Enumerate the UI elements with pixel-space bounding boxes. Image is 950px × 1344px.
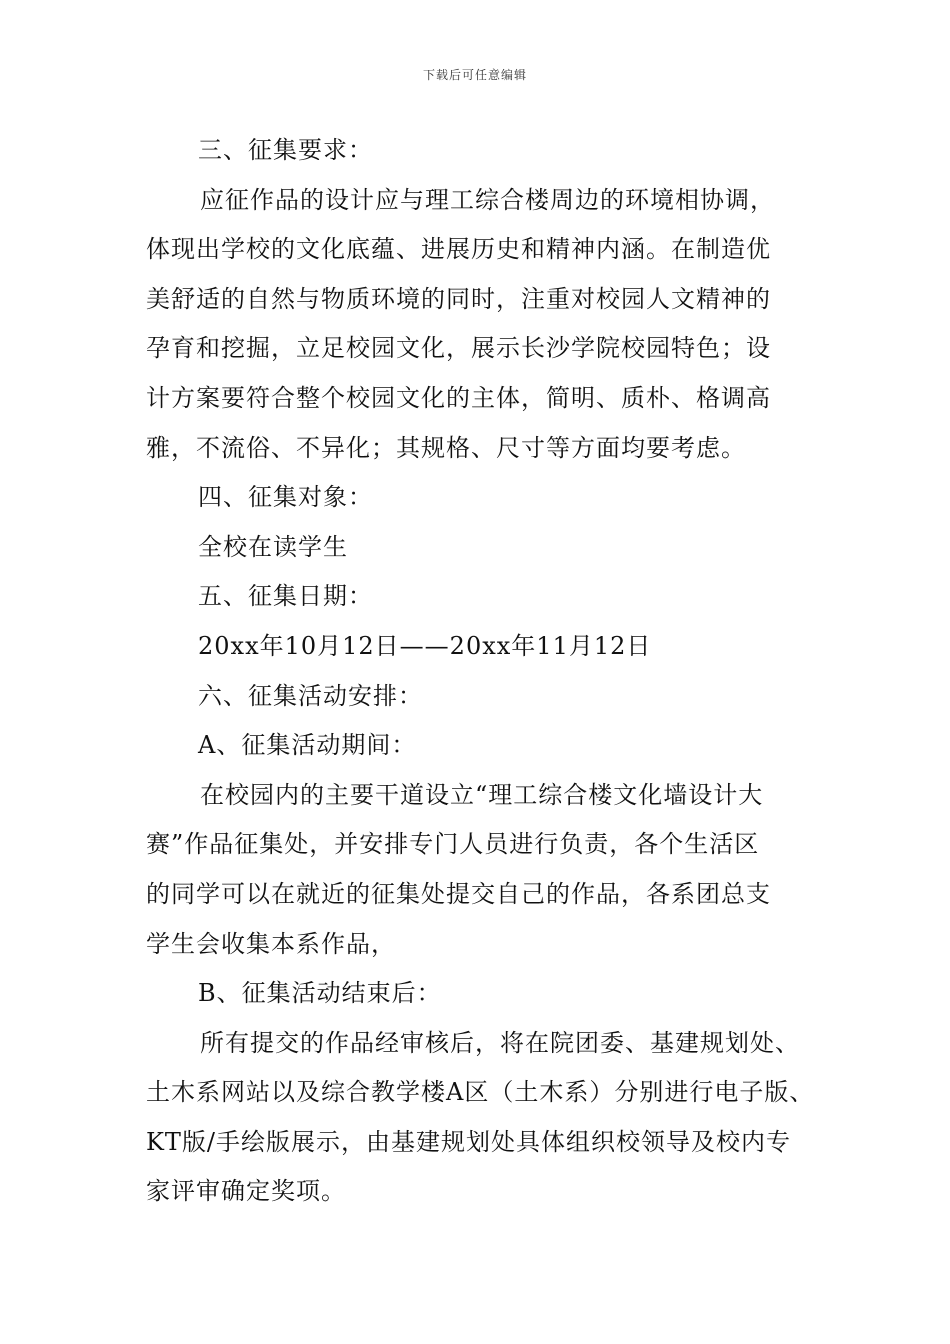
page-header: 下载后可任意编辑	[422, 68, 527, 82]
paragraph-line: 家评审确定奖项。	[146, 1177, 346, 1206]
paragraph-line: 雅，不流俗、不异化；其规格、尺寸等方面均要考虑。	[146, 433, 746, 462]
document-body	[146, 126, 826, 1217]
paragraph-line: 学生会收集本系作品，	[146, 929, 396, 958]
section-heading-dates: 五、征集日期：	[198, 582, 373, 611]
paragraph-line: 赛”作品征集处，并安排专门人员进行负责，各个生活区	[146, 830, 760, 859]
paragraph-line: 所有提交的作品经审核后，将在院团委、基建规划处、	[200, 1028, 800, 1057]
paragraph-line: 土木系网站以及综合教学楼A区（土木系）分别进行电子版、	[146, 1078, 815, 1107]
paragraph-line: 孕育和挖掘，立足校园文化，展示长沙学院校园特色；设	[146, 334, 771, 363]
subheading-after: B、征集活动结束后：	[198, 979, 442, 1008]
date-range: 20xx年10月12日——20xx年11月12日	[198, 631, 652, 660]
paragraph-line: 体现出学校的文化底蕴、进展历史和精神内涵。在制造优	[146, 235, 771, 264]
paragraph-line: 计方案要符合整个校园文化的主体，简明、质朴、格调高	[146, 383, 771, 412]
paragraph-line: KT版/手绘版展示，由基建规划处具体组织校领导及校内专	[146, 1127, 792, 1156]
paragraph-line: 应征作品的设计应与理工综合楼周边的环境相协调，	[200, 185, 775, 214]
section-heading-arrangement: 六、征集活动安排：	[198, 681, 423, 710]
paragraph-line: 美舒适的自然与物质环境的同时，注重对校园人文精神的	[146, 284, 771, 313]
section-heading-target: 四、征集对象：	[198, 483, 373, 512]
section-heading-requirements: 三、征集要求：	[198, 136, 373, 164]
subheading-during: A、征集活动期间：	[198, 731, 417, 760]
paragraph-line: 在校园内的主要干道设立“理工综合楼文化墙设计大	[200, 780, 764, 809]
paragraph-line: 的同学可以在就近的征集处提交自己的作品，各系团总支	[146, 879, 771, 908]
paragraph-line: 全校在读学生	[198, 532, 348, 561]
